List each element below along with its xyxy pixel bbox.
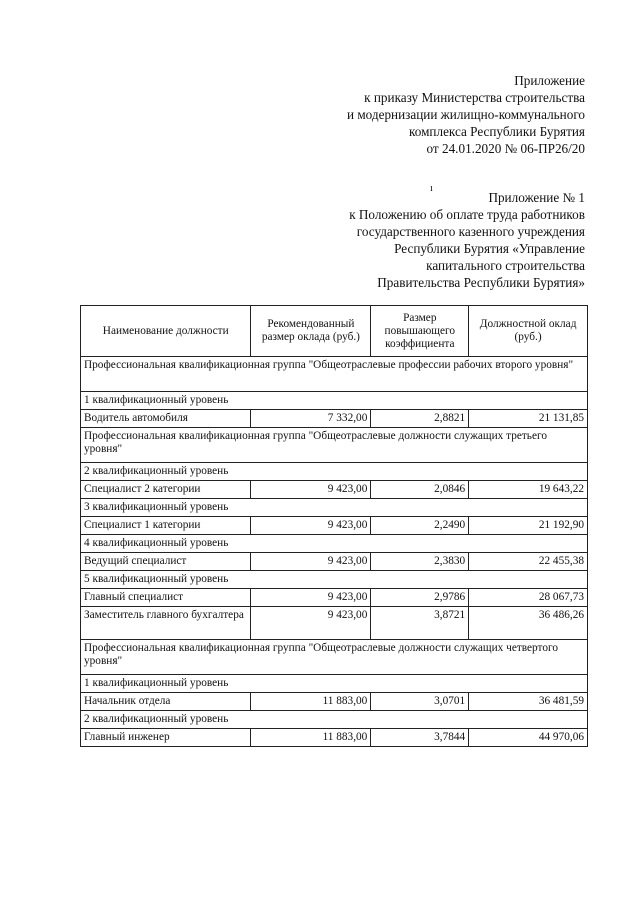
header-line: Приложение	[514, 73, 585, 88]
subheader-line: к Положению об оплате труда работников	[349, 207, 585, 222]
level-row	[81, 392, 588, 410]
qualification-level: 2 квалификационный уровень	[81, 711, 588, 729]
column-header-coef: Размер повышающего коэффициента	[371, 306, 469, 357]
base-salary: 9 423,00	[251, 589, 371, 607]
position-name: Главный инженер	[81, 729, 251, 747]
level-row	[81, 675, 588, 693]
salary-table	[80, 305, 588, 747]
level-row	[81, 463, 588, 481]
header-line: комплекса Республики Бурятия	[409, 124, 585, 139]
header-line: и модернизации жилищно-коммунального	[346, 107, 585, 122]
header-line: от 24.01.2020 № 06-ПР26/20	[426, 141, 585, 156]
official-salary: 36 486,26	[469, 607, 588, 640]
position-name: Специалист 1 категории	[81, 517, 251, 535]
header-line: к приказу Министерства строительства	[364, 90, 585, 105]
qualification-level: 2 квалификационный уровень	[81, 463, 588, 481]
stray-mark: ı	[430, 183, 433, 194]
position-name: Ведущий специалист	[81, 553, 251, 571]
group-row	[81, 357, 588, 392]
level-row	[81, 535, 588, 553]
group-row	[81, 640, 588, 675]
level-row	[81, 499, 588, 517]
coefficient: 3,0701	[371, 693, 469, 711]
position-name: Заместитель главного бухгалтера	[81, 607, 251, 640]
base-salary: 9 423,00	[251, 607, 371, 640]
coefficient: 2,0846	[371, 481, 469, 499]
table-row	[81, 481, 588, 499]
qualification-level: 4 квалификационный уровень	[81, 535, 588, 553]
base-salary: 9 423,00	[251, 481, 371, 499]
group-title: Профессиональная квалификационная группа "Общеотраслевые профессии рабочих второго уровня"	[81, 357, 588, 392]
group-title: Профессиональная квалификационная группа "Общеотраслевые должности служащих четвертого уровня"	[81, 640, 588, 675]
group-title: Профессиональная квалификационная группа "Общеотраслевые должности служащих третьего уровня"	[81, 428, 588, 463]
table-row	[81, 729, 588, 747]
level-row	[81, 711, 588, 729]
table-row	[81, 607, 588, 640]
base-salary: 11 883,00	[251, 693, 371, 711]
qualification-level: 1 квалификационный уровень	[81, 392, 588, 410]
official-salary: 21 192,90	[469, 517, 588, 535]
qualification-level: 5 квалификационный уровень	[81, 571, 588, 589]
table-body	[81, 357, 588, 747]
subheader-line: Правительства Республики Бурятия»	[377, 275, 585, 290]
coefficient: 3,8721	[371, 607, 469, 640]
base-salary: 7 332,00	[251, 410, 371, 428]
position-name: Начальник отдела	[81, 693, 251, 711]
table-header-row	[81, 306, 588, 357]
subheader-line: Республики Бурятия «Управление	[394, 241, 585, 256]
position-name: Водитель автомобиля	[81, 410, 251, 428]
coefficient: 3,7844	[371, 729, 469, 747]
order-header	[347, 72, 585, 157]
column-header-salary: Должностной оклад (руб.)	[469, 306, 588, 357]
official-salary: 19 643,22	[469, 481, 588, 499]
base-salary: 11 883,00	[251, 729, 371, 747]
column-header-base: Рекомендованный размер оклада (руб.)	[251, 306, 371, 357]
table-row	[81, 553, 588, 571]
column-header-position: Наименование должности	[81, 306, 251, 357]
qualification-level: 3 квалификационный уровень	[81, 499, 588, 517]
group-row	[81, 428, 588, 463]
coefficient: 2,3830	[371, 553, 469, 571]
subheader-line: капитального строительства	[426, 258, 585, 273]
official-salary: 22 455,38	[469, 553, 588, 571]
level-row	[81, 571, 588, 589]
table-row	[81, 589, 588, 607]
position-name: Специалист 2 категории	[81, 481, 251, 499]
position-name: Главный специалист	[81, 589, 251, 607]
table-row	[81, 693, 588, 711]
official-salary: 44 970,06	[469, 729, 588, 747]
official-salary: 21 131,85	[469, 410, 588, 428]
coefficient: 2,8821	[371, 410, 469, 428]
table-row	[81, 517, 588, 535]
official-salary: 28 067,73	[469, 589, 588, 607]
subheader-line: Приложение № 1	[488, 190, 585, 205]
coefficient: 2,2490	[371, 517, 469, 535]
qualification-level: 1 квалификационный уровень	[81, 675, 588, 693]
base-salary: 9 423,00	[251, 517, 371, 535]
subheader-line: государственного казенного учреждения	[356, 224, 585, 239]
official-salary: 36 481,59	[469, 693, 588, 711]
coefficient: 2,9786	[371, 589, 469, 607]
appendix-header	[349, 189, 585, 291]
table-row	[81, 410, 588, 428]
base-salary: 9 423,00	[251, 553, 371, 571]
